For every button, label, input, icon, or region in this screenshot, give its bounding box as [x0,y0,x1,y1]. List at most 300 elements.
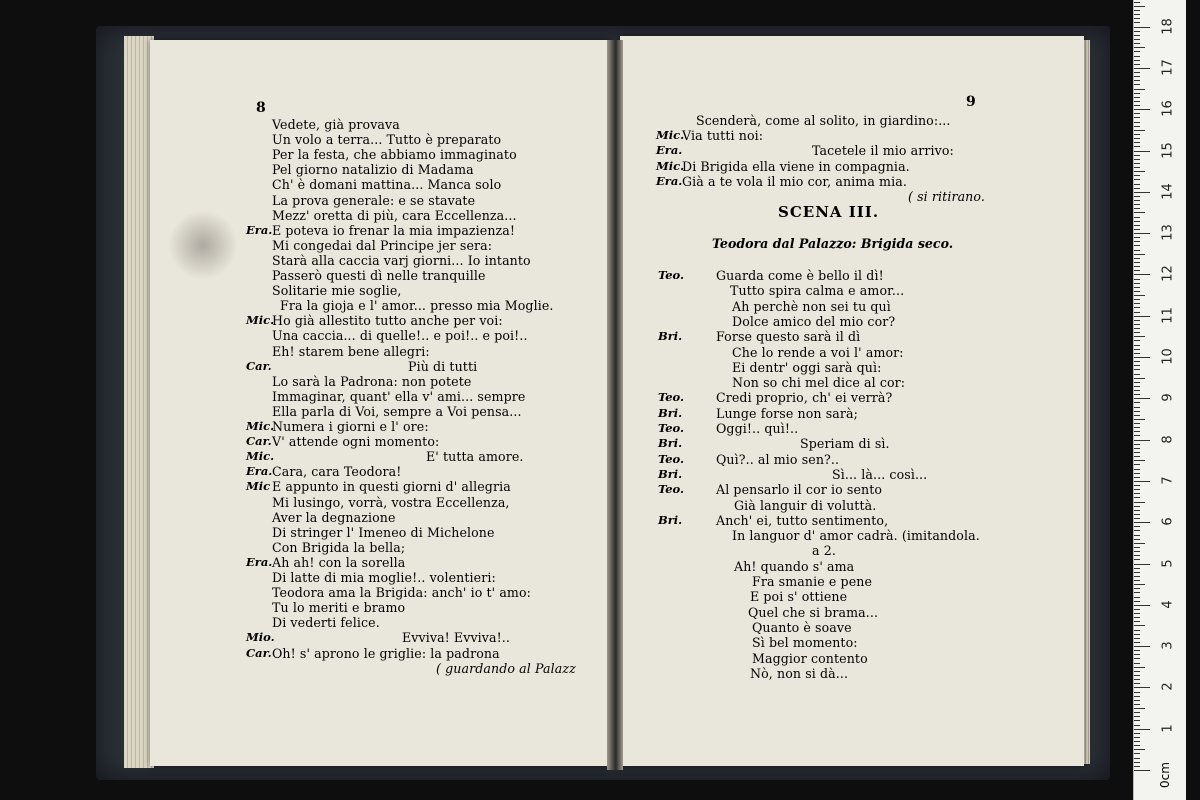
ruler-tick [1134,163,1140,164]
verse-line: Quanto è soave [752,619,852,635]
speaker-label: Car. [246,358,272,373]
speaker-label: Bri. [658,436,683,451]
book-gutter [607,40,623,770]
ruler-tick [1134,266,1140,267]
ruler-tick [1134,184,1140,185]
ruler-tick [1134,625,1145,626]
ruler-tick [1134,423,1140,424]
ruler-tick [1134,167,1140,168]
verse-line: a 2. [812,543,836,559]
ruler-tick [1134,526,1140,527]
speaker-label: Car. [246,645,272,660]
ruler-tick [1134,407,1140,408]
ruler-tick [1134,237,1140,238]
ruler-tick [1134,411,1140,412]
verse-line: Tutto spira calma e amor... [730,283,905,299]
verse-line: Fra smanie e pene [752,574,873,589]
ruler-label: 7 [1160,476,1176,485]
ruler-label: 13 [1160,224,1176,241]
verse-line: Quì?.. al mio sen?.. [716,451,840,467]
ruler-tick [1134,762,1140,763]
ruler-tick [1134,646,1150,647]
ruler-tick [1134,320,1140,321]
ruler-tick [1134,601,1140,602]
ruler-tick [1134,605,1150,606]
ruler-tick [1134,155,1140,156]
ruler-tick [1134,113,1140,114]
verse-line: In languor d' amor cadrà. (imitandola. [732,528,980,544]
ruler-tick [1134,460,1145,461]
ruler-tick [1134,440,1150,441]
ruler-tick [1134,485,1140,486]
ruler-tick [1134,279,1140,280]
ruler-tick [1134,72,1140,73]
ruler-tick [1134,151,1150,152]
ruler-tick [1134,382,1140,383]
ruler-tick [1134,749,1145,750]
ruler-tick [1134,733,1140,734]
ruler-tick [1134,270,1140,271]
ruler-tick [1134,679,1140,680]
ruler-tick [1134,324,1140,325]
ruler-tick [1134,535,1140,536]
ruler-tick [1134,398,1150,399]
verse-line: ( guardando al Palazz [436,660,576,676]
ruler-tick [1134,621,1140,622]
ruler-tick [1134,316,1150,317]
ruler-tick [1134,332,1140,333]
ruler-tick [1134,473,1140,474]
ruler-tick [1134,130,1145,131]
ruler-tick [1134,287,1140,288]
ruler-label: 5 [1160,558,1176,568]
ruler-tick [1134,630,1140,631]
ruler-tick [1134,159,1140,160]
ruler-tick [1134,60,1140,61]
verse-line: Via tutti noi: [682,128,764,144]
verse-line: Numera i giorni e l' ore: [272,419,429,434]
ruler-tick [1134,700,1140,701]
speaker-label: Era. [246,222,273,237]
verse-line: Lunge forse non sarà; [716,405,858,421]
ruler-tick [1134,340,1140,341]
ruler-tick [1134,303,1140,304]
ruler-tick [1134,378,1145,379]
ruler-tick [1134,196,1140,197]
speaker-label: Teo. [658,421,685,435]
ruler-tick [1134,638,1140,639]
ruler-tick [1134,613,1140,614]
ruler-tick [1134,312,1140,313]
verse-line: Che lo rende a voi l' amor: [732,344,904,360]
ruler-tick [1134,741,1140,742]
scene-subtitle: Teodora dal Palazzo: Brigida seco. [712,236,954,251]
speaker-label: Mic. [656,158,685,173]
ruler-tick [1134,427,1140,428]
verse-line: Mi congedai dal Principe jer sera: [272,237,493,253]
ruler-tick [1134,345,1140,346]
ruler-tick [1134,188,1140,189]
ruler-tick [1134,448,1140,449]
verse-line: Aver la degnazione [272,509,396,525]
ruler-tick [1134,14,1140,15]
speaker-label: Teo. [658,390,685,405]
ruler-tick [1134,597,1140,598]
ink-stain [168,210,238,280]
verse-line: Oggi!.. quì!.. [716,421,799,436]
ruler-tick [1134,564,1150,565]
ruler-tick [1134,758,1140,759]
ruler-tick [1134,469,1140,470]
verse-line: Ella parla di Voi, sempre a Voi pensa... [272,403,522,419]
ruler-label: 1 [1160,724,1176,733]
ruler-tick [1134,394,1140,395]
ruler-tick [1134,117,1140,118]
ruler-label: 18 [1160,17,1176,35]
ruler-tick [1134,6,1145,7]
ruler-label: 15 [1160,141,1176,159]
ruler-tick [1134,489,1140,490]
ruler-tick [1134,192,1150,193]
speaker-label: Bri. [658,512,683,527]
ruler-tick [1134,336,1145,337]
ruler-label: 3 [1160,641,1176,650]
ruler-tick [1134,456,1140,457]
ruler-tick [1134,650,1140,651]
verse-line: Sì bel momento: [752,635,858,651]
ruler-label: 14 [1160,183,1176,200]
verse-line: Già a te vola il mio cor, anima mia. [682,173,907,189]
ruler-tick [1134,675,1140,676]
verse-line: Fra la gioja e l' amor... presso mia Moglie. [280,298,554,314]
verse-line: Più di tutti [408,358,478,374]
ruler-tick [1134,374,1140,375]
ruler-tick [1134,31,1140,32]
verse-line: E poi s' ottiene [750,589,848,605]
ruler-tick [1134,307,1140,308]
scene-title: SCENA III. [778,203,880,221]
ruler-tick [1134,138,1140,139]
verse-line: Maggior contento [752,650,868,666]
verse-line: Anch' ei, tutto sentimento, [716,512,889,528]
verse-line: Per la festa, che abbiamo immaginato [272,147,517,163]
ruler-tick [1134,241,1140,242]
ruler-label: 4 [1160,600,1176,609]
ruler-label: 17 [1160,59,1176,76]
verse-line: ( si ritirano. [908,189,985,204]
ruler-tick [1134,84,1140,85]
verse-line: Mezz' oretta di più, cara Eccellenza... [272,207,517,223]
ruler-tick [1134,299,1140,300]
ruler-tick [1134,725,1140,726]
verse-line: Ch' è domani mattina... Manca solo [272,177,502,193]
ruler-tick [1134,663,1140,664]
speaker-label: Teo. [658,268,685,282]
ruler-tick [1134,361,1140,362]
verse-line: Speriam di sì. [800,436,890,452]
verse-line: E' tutta amore. [426,449,524,465]
ruler-tick [1134,539,1140,540]
ruler-tick [1134,753,1140,754]
ruler-tick [1134,97,1140,98]
verse-line: Immaginar, quant' ella v' ami... sempre [272,388,526,404]
ruler-tick [1134,365,1140,366]
speaker-label: Mic. [656,128,685,143]
ruler-tick [1134,671,1140,672]
ruler-tick [1134,497,1140,498]
ruler-tick [1134,683,1140,684]
speaker-label: Mic [246,479,271,494]
verse-line: Ho già allestito tutto anche per voi: [272,313,503,329]
verse-line: Credi proprio, ch' ei verrà? [716,390,893,406]
ruler-tick [1134,510,1140,511]
ruler-tick [1134,142,1140,143]
verse-line: Eh! starem bene allegri: [272,343,430,359]
speaker-label: Bri. [658,329,683,344]
verse-line: Tu lo meriti e bramo [272,600,406,616]
ruler-tick [1134,592,1140,593]
ruler-tick [1134,369,1140,370]
verse-line: E poteva io frenar la mia impazienza! [272,222,516,238]
ruler-tick [1134,225,1140,226]
ruler-tick [1134,353,1140,354]
verse-line: Di stringer l' Imeneo di Michelone [272,524,495,540]
ruler-tick [1134,233,1150,234]
ruler-tick [1134,568,1140,569]
ruler-tick [1134,712,1140,713]
ruler-tick [1134,572,1140,573]
ruler-tick [1134,692,1140,693]
ruler-tick [1134,27,1150,28]
ruler-tick [1134,56,1140,57]
verse-line: Lo sarà la Padrona: non potete [272,373,472,389]
ruler-tick [1134,134,1140,135]
verse-line: Vedete, già provava [272,117,400,132]
ruler-tick [1134,212,1145,213]
ruler-tick [1134,217,1140,218]
ruler-tick [1134,464,1140,465]
verse-line: Ei dentr' oggi sarà quì: [732,359,882,375]
ruler-tick [1134,522,1150,523]
speaker-label: Mic. [246,419,275,433]
verse-line: Ah ah! con la sorella [272,554,406,570]
ruler-tick [1134,559,1140,560]
verse-line: Ah perchè non sei tu quì [732,298,891,314]
verse-line: Ah! quando s' ama [734,558,855,574]
ruler-label: 8 [1160,434,1176,444]
measurement-ruler [1133,0,1186,800]
ruler-tick [1134,146,1140,147]
ruler-tick [1134,419,1145,420]
ruler-tick [1134,93,1140,94]
ruler-tick [1134,555,1140,556]
verse-line: Scenderà, come al solito, in giardino:... [696,113,951,128]
ruler-tick [1134,720,1140,721]
ruler-tick [1134,704,1140,705]
ruler-tick [1134,208,1140,209]
verse-line: Di Brigida ella viene in compagnia. [682,158,910,174]
verse-line: Tacetele il mio arrivo: [812,143,954,159]
ruler-tick [1134,47,1145,48]
ruler-tick [1134,274,1150,275]
ruler-tick [1134,89,1145,90]
speaker-label: Bri. [658,466,683,481]
ruler-tick [1134,76,1140,77]
speaker-label: Car. [246,434,272,449]
ruler-tick [1134,328,1140,329]
ruler-tick [1134,502,1145,503]
ruler-label: 11 [1160,306,1176,324]
ruler-tick [1134,51,1140,52]
speaker-label: Era. [246,554,273,569]
ruler-tick [1134,35,1140,36]
ruler-tick [1134,349,1140,350]
ruler-tick [1134,576,1140,577]
ruler-tick [1134,283,1140,284]
speaker-label: Bri. [658,405,683,420]
ruler-tick [1134,770,1150,771]
ruler-tick [1134,22,1140,23]
verse-line: Evviva! Evviva!.. [402,630,510,646]
verse-line: Di latte di mia moglie!.. volentieri: [272,570,496,585]
verse-line: Cara, cara Teodora! [272,464,402,480]
ruler-tick [1134,642,1140,643]
speaker-label: Teo. [658,451,685,466]
ruler-label: 16 [1160,100,1176,117]
verse-line: Mi lusingo, vorrà, vostra Eccellenza, [272,494,510,510]
speaker-label: Era. [246,464,273,479]
ruler-tick [1134,452,1140,453]
ruler-tick [1134,477,1140,478]
ruler-tick [1134,547,1140,548]
ruler-tick [1134,386,1140,387]
ruler-tick [1134,584,1145,585]
ruler-tick [1134,101,1140,102]
right-page-number: 9 [966,94,976,110]
ruler-tick [1134,2,1140,3]
ruler-tick [1134,262,1140,263]
ruler-tick [1134,402,1140,403]
verse-line: Teodora ama la Brigida: anch' io t' amo: [272,585,532,601]
ruler-tick [1134,295,1145,296]
verse-line: E appunto in questi giorni d' allegria [272,479,511,495]
verse-line: Passerò questi dì nelle tranquille [272,268,486,283]
ruler-tick [1134,588,1140,589]
verse-line: Già languir di voluttà. [734,497,877,513]
verse-line: Solitarie mie soglie, [272,283,402,299]
ruler-tick [1134,250,1140,251]
speaker-label: Teo. [658,482,685,497]
ruler-tick [1134,729,1150,730]
ruler-tick [1134,175,1140,176]
ruler-tick [1134,171,1145,172]
ruler-unit: 0cm [1157,762,1172,788]
ruler-tick [1134,229,1140,230]
ruler-tick [1134,109,1150,110]
ruler-label: 10 [1160,348,1176,365]
ruler-label: 6 [1160,517,1176,526]
ruler-tick [1134,204,1140,205]
ruler-tick [1134,518,1140,519]
ruler-tick [1134,687,1150,688]
ruler-tick [1134,543,1145,544]
ruler-tick [1134,745,1140,746]
verse-line: Di vederti felice. [272,615,380,631]
speaker-label: Mio. [246,630,275,645]
ruler-tick [1134,39,1140,40]
ruler-tick [1134,415,1140,416]
ruler-tick [1134,708,1145,709]
ruler-tick [1134,481,1150,482]
verse-line: Sì... là... così... [832,466,928,482]
ruler-tick [1134,200,1140,201]
ruler-tick [1134,258,1140,259]
ruler-tick [1134,444,1140,445]
ruler-tick [1134,43,1140,44]
verse-line: Un volo a terra... Tutto è preparato [272,132,502,148]
left-page-number: 8 [256,100,266,116]
ruler-tick [1134,431,1140,432]
verse-line: Nò, non si dà... [750,665,849,681]
ruler-tick [1134,617,1140,618]
verse-line: La prova generale: e se stavate [272,192,476,208]
ruler-tick [1134,551,1140,552]
ruler-tick [1134,493,1140,494]
ruler-tick [1134,737,1140,738]
ruler-tick [1134,435,1140,436]
verse-line: Non so chi mel dice al cor: [732,375,906,391]
ruler-tick [1134,506,1140,507]
speaker-label: Mic. [246,313,275,328]
ruler-tick [1134,254,1145,255]
ruler-tick [1134,122,1140,123]
verse-line: Forse questo sarà il dì [716,329,861,345]
verse-line: Oh! s' aprono le griglie: la padrona [272,645,500,661]
speaker-label: Era. [656,173,683,188]
ruler-tick [1134,291,1140,292]
verse-line: Una caccia... di quelle!.. e poi!.. e poi!.. [272,328,528,344]
ruler-tick [1134,357,1150,358]
verse-line: Con Brigida la bella; [272,539,406,555]
ruler-label: 9 [1160,393,1176,402]
ruler-tick [1134,609,1140,610]
ruler-tick [1134,126,1140,127]
ruler-tick [1134,179,1140,180]
verse-line: Pel giorno natalizio di Madama [272,162,474,178]
ruler-tick [1134,634,1140,635]
ruler-tick [1134,245,1140,246]
verse-line: V' attende ogni momento: [272,434,440,450]
verse-line: Guarda come è bello il dì! [716,268,884,283]
ruler-label: 12 [1160,265,1176,283]
verse-line: Quel che si brama... [748,604,879,620]
ruler-tick [1134,18,1140,19]
ruler-tick [1134,766,1140,767]
ruler-tick [1134,390,1140,391]
ruler-tick [1134,658,1140,659]
speaker-label: Era. [656,143,683,158]
ruler-tick [1134,80,1140,81]
speaker-label: Mic. [246,449,275,464]
verse-line: Dolce amico del mio cor? [732,313,896,329]
ruler-tick [1134,10,1140,11]
ruler-tick [1134,580,1140,581]
ruler-tick [1134,68,1150,69]
verse-line: Al pensarlo il cor io sento [716,482,883,498]
ruler-tick [1134,221,1140,222]
ruler-tick [1134,696,1140,697]
ruler-tick [1134,514,1140,515]
